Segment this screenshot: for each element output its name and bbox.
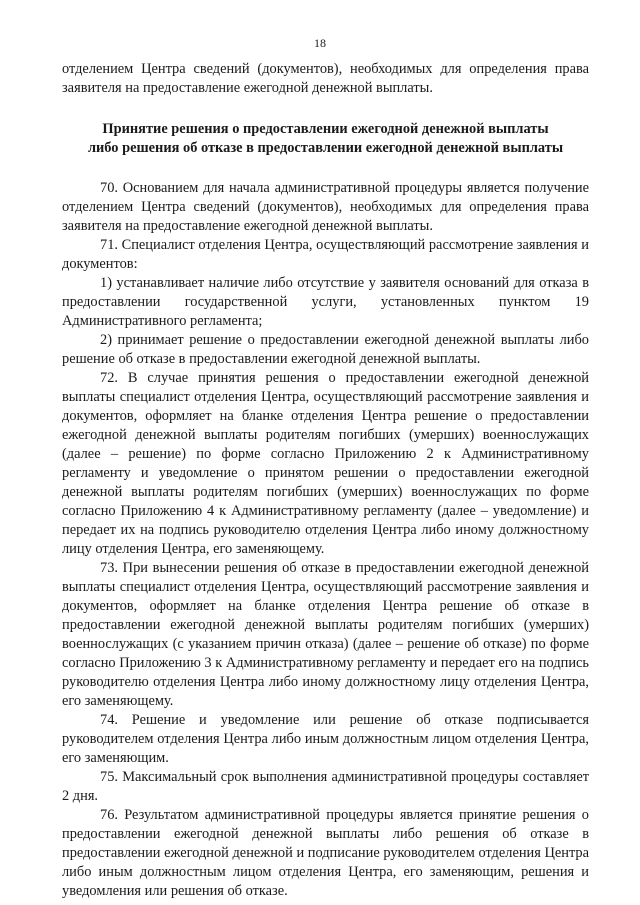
paragraph-71: 71. Специалист отделения Центра, осуществляющий рассмотрение заявления и документов:: [62, 237, 589, 272]
section-heading-line-2: либо решения об отказе в предоставлении ежегодной денежной выплаты: [87, 140, 564, 156]
paragraph-71-item-2: 2) принимает решение о предоставлении ежегодной денежной выплаты либо решение об отказе в предоставлении ежегодной денежной выплаты.: [62, 332, 589, 367]
section-heading-line-1: Принятие решения о предоставлении ежегодной денежной выплаты: [102, 121, 549, 137]
paragraph-72: 72. В случае принятия решения о предоставлении ежегодной денежной выплаты специалист отделения Центра, осуществляющий рассмотрение заявления и документов, оформляет на бланке отделения Центра решение о предоставлении ежегодной денежной выплаты родителям погибших (умерших) военнослужащих (далее – решение) по форме согласно Приложению 2 к Административному регламенту и уведомление о принятом решении о предоставлении ежегодной денежной выплаты родителям погибших (умерших) военнослужащих по форме согласно Приложению 4 к Административному регламенту (далее – уведомление) и передает их на подпись руководителю отделения Центра либо иному должностному лицу отделения Центра, его заменяющему.: [62, 370, 589, 557]
paragraph-74: 74. Решение и уведомление или решение об отказе подписывается руководителем отделения Центра либо иным должностным лицом отделения Центра, его заменяющим.: [62, 712, 589, 766]
page-number: 18: [314, 36, 326, 50]
section-heading: [62, 120, 589, 158]
intro-paragraph: отделением Центра сведений (документов), необходимых для определения права заявителя на предоставление ежегодной денежной выплаты.: [62, 61, 589, 96]
paragraph-70: 70. Основанием для начала административной процедуры является получение отделением Центра сведений (документов), необходимых для определения права заявителя на предоставление ежегодной денежной выплаты.: [62, 180, 589, 234]
paragraph-75: 75. Максимальный срок выполнения административной процедуры составляет 2 дня.: [62, 769, 589, 804]
document-body: [62, 60, 589, 901]
paragraph-76: 76. Результатом административной процедуры является принятие решения о предоставлении ежегодной денежной выплаты либо решения об отказе в предоставлении ежегодной денежной и подписание руководителем отделения Центра либо иным должностным лицом отделения Центра, его заменяющим, решения и уведомления или решения об отказе.: [62, 807, 589, 899]
paragraph-73: 73. При вынесении решения об отказе в предоставлении ежегодной денежной выплаты специалист отделения Центра, осуществляющий рассмотрение заявления и документов, оформляет на бланке отделения Центра решение об отказе в предоставлении ежегодной денежной выплаты родителям погибших (умерших) военнослужащих (с указанием причин отказа) (далее – решение об отказе) по форме согласно Приложению 3 к Административному регламенту и передает его на подпись руководителю отделения Центра либо иному должностному лицу отделения Центра, его заменяющему.: [62, 560, 589, 709]
paragraph-71-item-1: 1) устанавливает наличие либо отсутствие у заявителя оснований для отказа в предоставлении государственной услуги, установленных пунктом 19 Административного регламента;: [62, 275, 589, 329]
